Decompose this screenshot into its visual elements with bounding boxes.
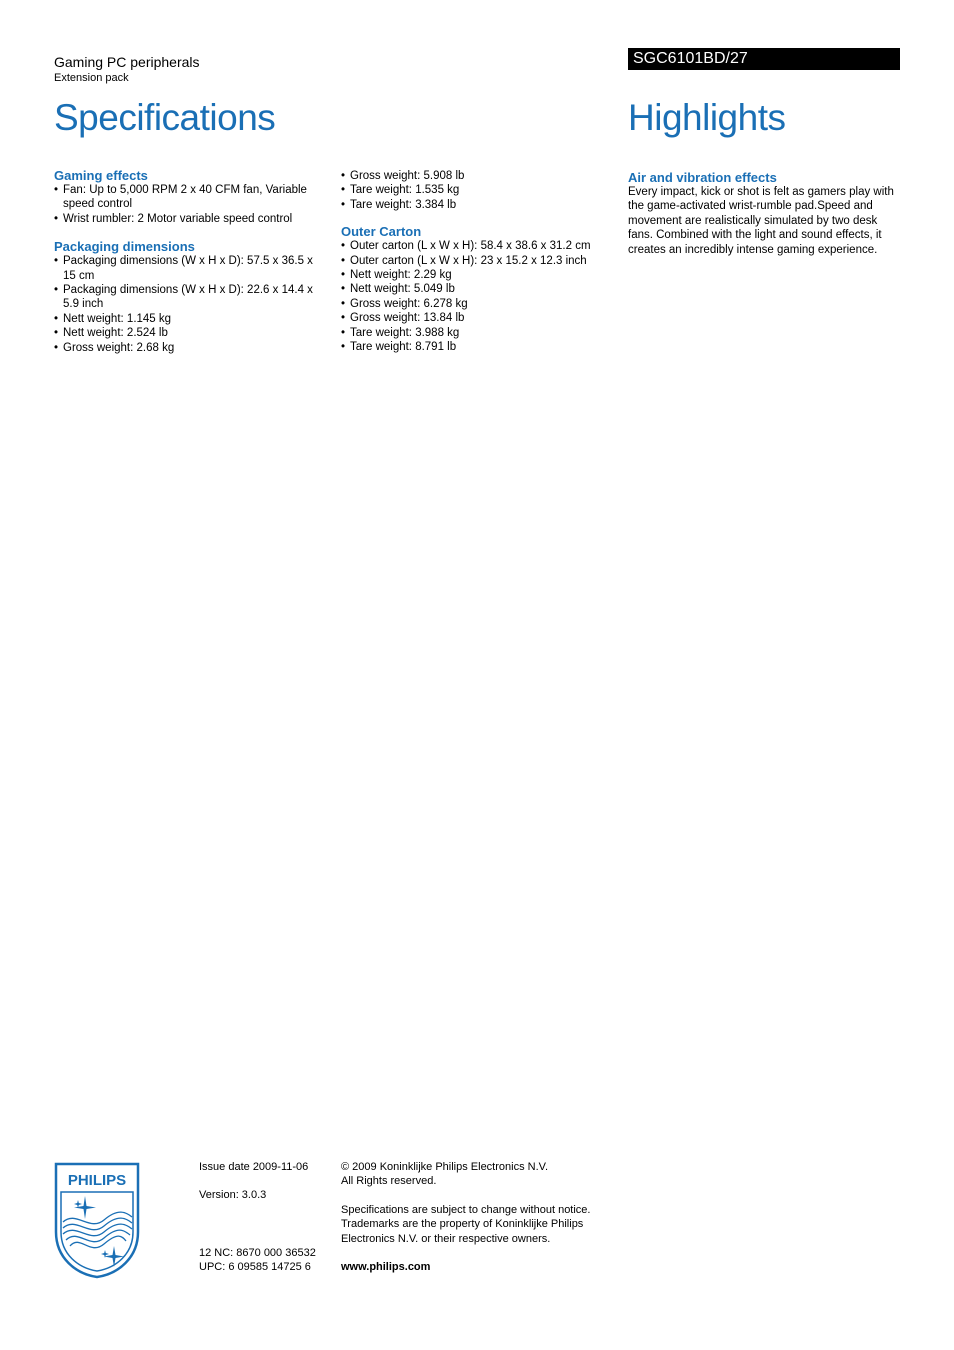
specifications-heading: Specifications	[54, 97, 276, 138]
footer-meta	[199, 1160, 334, 1275]
highlight-text: Every impact, kick or shot is felt as gamers play with the game-activated wrist-rumble pad.Speed and movement are realistically simulated by two desk fans. Combined with the light and sound effects, it creates an incredibly intense gaming experience.	[628, 186, 894, 256]
packaging-list-continued	[341, 169, 616, 212]
list-item: • Packaging dimensions (W x H x D): 57.5 x 36.5 x 15 cm	[54, 254, 324, 283]
list-item: • Wrist rumbler: 2 Motor variable speed control	[54, 212, 324, 226]
category-title: Gaming PC peripherals	[54, 54, 200, 70]
copyright-line-2: All Rights reserved.	[341, 1175, 437, 1188]
highlights-heading: Highlights	[628, 97, 786, 138]
disclaimer-line-1: Specifications are subject to change without notice.	[341, 1203, 591, 1216]
model-number-bar: SGC6101BD/27	[628, 48, 900, 70]
specs-column-1	[54, 168, 324, 355]
upc-number: UPC: 6 09585 14725 6	[199, 1261, 311, 1274]
issue-date: Issue date 2009-11-06	[199, 1161, 309, 1173]
list-item: • Tare weight: 3.988 kg	[341, 326, 616, 340]
list-item: • Tare weight: 3.384 lb	[341, 198, 616, 212]
list-item: • Nett weight: 2.524 lb	[54, 326, 324, 340]
section-gaming-effects: Gaming effects	[54, 168, 148, 183]
footer-legal	[341, 1160, 611, 1274]
list-item: • Tare weight: 1.535 kg	[341, 183, 616, 197]
disclaimer-line-3: Electronics N.V. or their respective owners.	[341, 1232, 551, 1245]
website-link[interactable]: www.philips.com	[341, 1261, 431, 1274]
list-item: • Nett weight: 1.145 kg	[54, 312, 324, 326]
list-item: • Nett weight: 5.049 lb	[341, 282, 616, 296]
list-item: • Packaging dimensions (W x H x D): 22.6 x 14.4 x 5.9 inch	[54, 283, 324, 312]
list-item: • Tare weight: 8.791 lb	[341, 340, 616, 354]
list-item: • Nett weight: 2.29 kg	[341, 268, 616, 282]
specs-column-2	[341, 169, 616, 354]
list-item: • Fan: Up to 5,000 RPM 2 x 40 CFM fan, Variable speed control	[54, 183, 324, 212]
highlight-heading: Air and vibration effects	[628, 170, 777, 185]
logo-wordmark: PHILIPS	[67, 1172, 127, 1189]
version: Version: 3.0.3	[199, 1189, 267, 1202]
section-outer-carton: Outer Carton	[341, 224, 422, 240]
section-packaging-dimensions: Packaging dimensions	[54, 239, 195, 255]
highlights-column	[628, 170, 900, 257]
disclaimer-line-2: Trademarks are the property of Koninklijke Philips	[341, 1218, 584, 1231]
list-item: • Gross weight: 13.84 lb	[341, 311, 616, 325]
nc-number: 12 NC: 8670 000 36532	[199, 1246, 316, 1259]
list-item: • Gross weight: 5.908 lb	[341, 169, 616, 183]
list-item: • Gross weight: 6.278 kg	[341, 297, 616, 311]
packaging-list	[54, 254, 324, 355]
list-item: • Outer carton (L x W x H): 23 x 15.2 x 12.3 inch	[341, 254, 616, 268]
list-item: • Outer carton (L x W x H): 58.4 x 38.6 x 31.2 cm	[341, 239, 616, 253]
outer-carton-list	[341, 239, 616, 354]
list-item: • Gross weight: 2.68 kg	[54, 341, 324, 355]
copyright-line-1: © 2009 Koninklijke Philips Electronics N.V.	[341, 1161, 549, 1173]
philips-logo-icon	[54, 1162, 140, 1279]
gaming-effects-list	[54, 183, 324, 226]
subcategory-title: Extension pack	[54, 72, 129, 84]
